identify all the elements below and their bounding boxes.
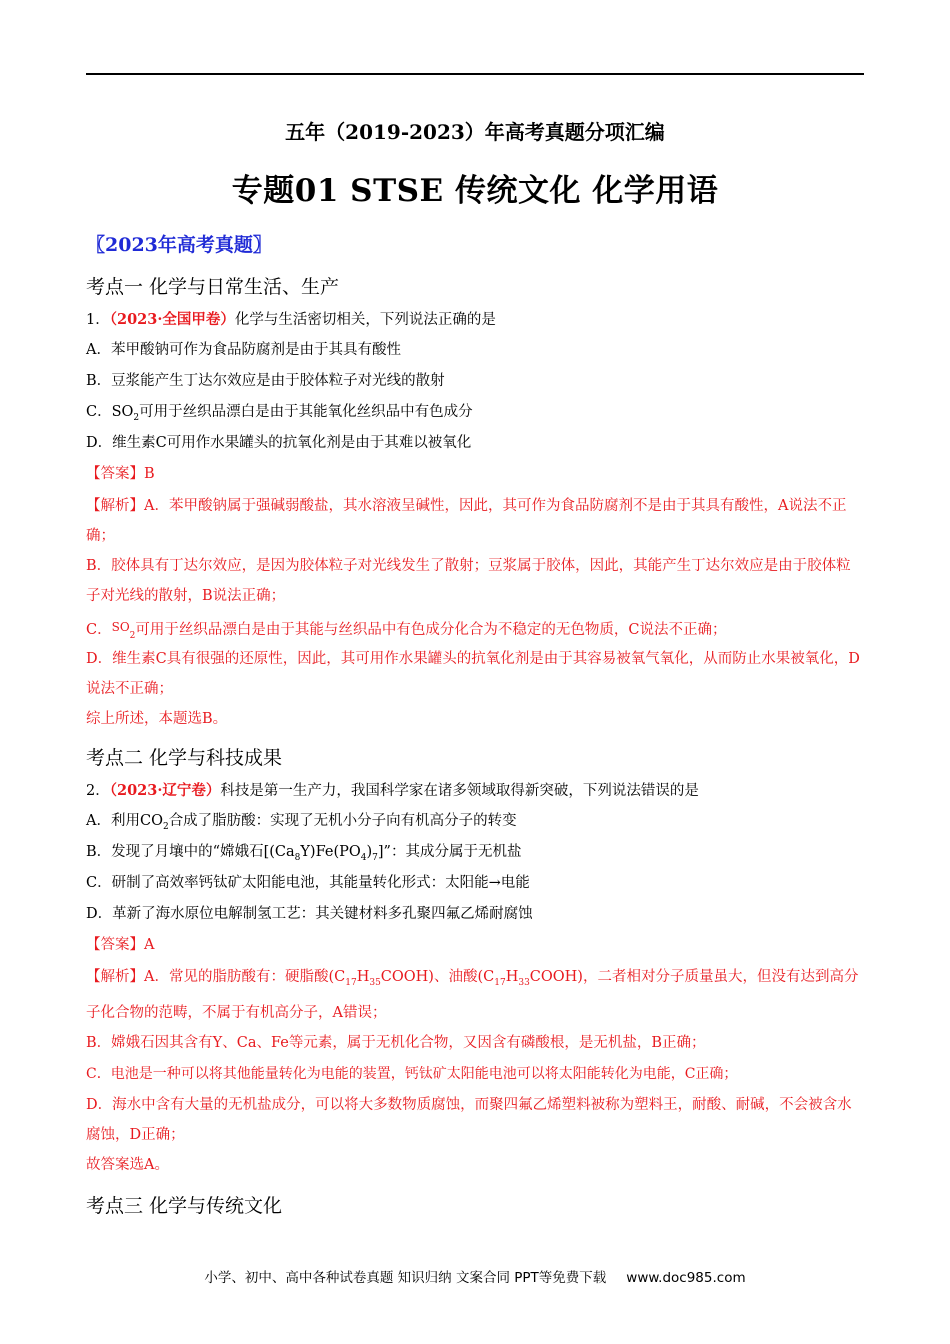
explanation-text: 【解析】A．常见的脂肪酸有：硬脂酸(C (86, 969, 346, 985)
explanation-c-sub: 2 (129, 630, 136, 641)
explanation-c: C．电池是一种可以将其他能量转化为电能的装置，钙钛矿太阳能电池可以将太阳能转化为电能，C正确； (86, 1065, 738, 1082)
explanation-c-formula: SO (111, 620, 130, 634)
option-a-post: 合成了脂肪酸：实现了无机小分子向有机高分子的转变 (168, 813, 517, 829)
kp2-heading: 考点二 化学与科技成果 (86, 747, 283, 769)
explanation-text: H (356, 969, 370, 985)
header-rule (86, 73, 864, 75)
explanation-text: H (505, 969, 519, 985)
question-1 (86, 304, 864, 335)
question-text: 化学与生活密切相关，下列说法正确的是 (234, 312, 496, 328)
question-text: 科技是第一生产力，我国科学家在诸多领域取得新突破，下列说法错误的是 (220, 783, 699, 799)
option-c-post: 可用于丝织品漂白是由于其能氧化丝织品中有色成分 (139, 404, 473, 420)
option-b: B．豆浆能产生丁达尔效应是由于胶体粒子对光线的散射 (86, 373, 445, 389)
question-source: （2023·辽宁卷） (109, 782, 221, 799)
option-b-mid: ) (366, 844, 373, 860)
section-heading: 〖2023年高考真题〗 (86, 234, 272, 256)
option-b-post: ]”：其成分属于无机盐 (377, 844, 522, 860)
explanation-sub: 33 (518, 977, 530, 988)
footer-url[interactable]: www.doc985.com (626, 1270, 746, 1286)
option-a-sub: 2 (162, 821, 169, 832)
option-b (86, 837, 864, 868)
explanation-summary: 故答案选A。 (86, 1156, 169, 1173)
explanation-sub: 17 (494, 977, 506, 988)
option-a: A．苯甲酸钠可作为食品防腐剂是由于其具有酸性 (86, 342, 401, 358)
option-b-pre: B．发现了月壤中的“嫦娥石[(Ca (86, 844, 295, 860)
question-source: （2023·全国甲卷） (109, 311, 235, 328)
explanation-d: D．海水中含有大量的无机盐成分，可以将大多数物质腐蚀，而聚四氟乙烯塑料被称为塑料王，耐酸、耐碱，不会被含水腐蚀，D正确； (86, 1096, 852, 1143)
kp1-heading: 考点一 化学与日常生活、生产 (86, 276, 340, 298)
option-c: C．研制了高效率钙钛矿太阳能电池，其能量转化形式：太阳能→电能 (86, 875, 530, 891)
option-b-mid: Y)Fe(PO (300, 844, 361, 860)
page-footer (0, 1266, 950, 1286)
explanation-c-post: 可用于丝织品漂白是由于其能与丝织品中有色成分化合为不稳定的无色物质，C说法不正确； (135, 622, 727, 638)
option-d: D．维生素C可用作水果罐头的抗氧化剂是由于其难以被氧化 (86, 435, 472, 451)
answer: 【答案】B (86, 466, 155, 482)
explanation-text: COOH)，二者相对分子质量虽大，但没有达到高分子化合物的范畴，不属于有机高分子，A错误； (86, 969, 859, 1021)
explanation-a: 【解析】A．苯甲酸钠属于强碱弱酸盐，其水溶液呈碱性，因此，其可作为食品防腐剂不是由于其具有酸性，A说法不正确； (86, 498, 847, 544)
option-b-sub: 8 (294, 852, 301, 863)
explanation-sub: 17 (345, 977, 357, 988)
explanation-summary: 综上所述，本题选B。 (86, 711, 228, 727)
option-c-pre: C．SO (86, 404, 134, 420)
document-title: 专题01 STSE 传统文化 化学用语 (231, 173, 719, 209)
explanation-b: B．嫦娥石因其含有Y、Ca、Fe等元素，属于无机化合物，又因含有磷酸根，是无机盐，B正确； (86, 1034, 706, 1051)
document-body (86, 226, 864, 1223)
question-number: 2． (86, 783, 110, 799)
footer-text: 小学、初中、高中各种试卷真题 知识归纳 文案合同 PPT等免费下载 (204, 1270, 607, 1286)
option-a (86, 806, 864, 837)
explanation-d: D．维生素C具有很强的还原性，因此，其可用作水果罐头的抗氧化剂是由于其容易被氧气氧化，从而防止水果被氧化，D说法不正确； (86, 651, 860, 697)
answer: 【答案】A (86, 937, 155, 953)
option-a-pre: A．利用CO (86, 813, 163, 829)
explanation-b: B．胶体具有丁达尔效应，是因为胶体粒子对光线发生了散射；豆浆属于胶体，因此，其能产生丁达尔效应是由于胶体粒子对光线的散射，B说法正确； (86, 558, 851, 604)
option-b-sub: 4 (360, 852, 367, 863)
kp3-heading: 考点三 化学与传统文化 (86, 1194, 283, 1217)
option-d: D．革新了海水原位电解制氢工艺：其关键材料多孔聚四氟乙烯耐腐蚀 (86, 906, 533, 922)
document-subtitle: 五年（2019-2023）年高考真题分项汇编 (285, 120, 665, 144)
option-c-sub: 2 (133, 412, 140, 423)
explanation-text: COOH)、油酸(C (380, 969, 495, 985)
question-2 (86, 775, 864, 806)
explanation-c (86, 611, 864, 644)
explanation-sub: 35 (369, 977, 381, 988)
option-b-sub: 7 (372, 852, 378, 863)
explanation-c-pre: C． (86, 622, 112, 638)
option-c (86, 397, 864, 428)
question-number: 1． (86, 312, 110, 328)
explanation-a (86, 962, 864, 1028)
